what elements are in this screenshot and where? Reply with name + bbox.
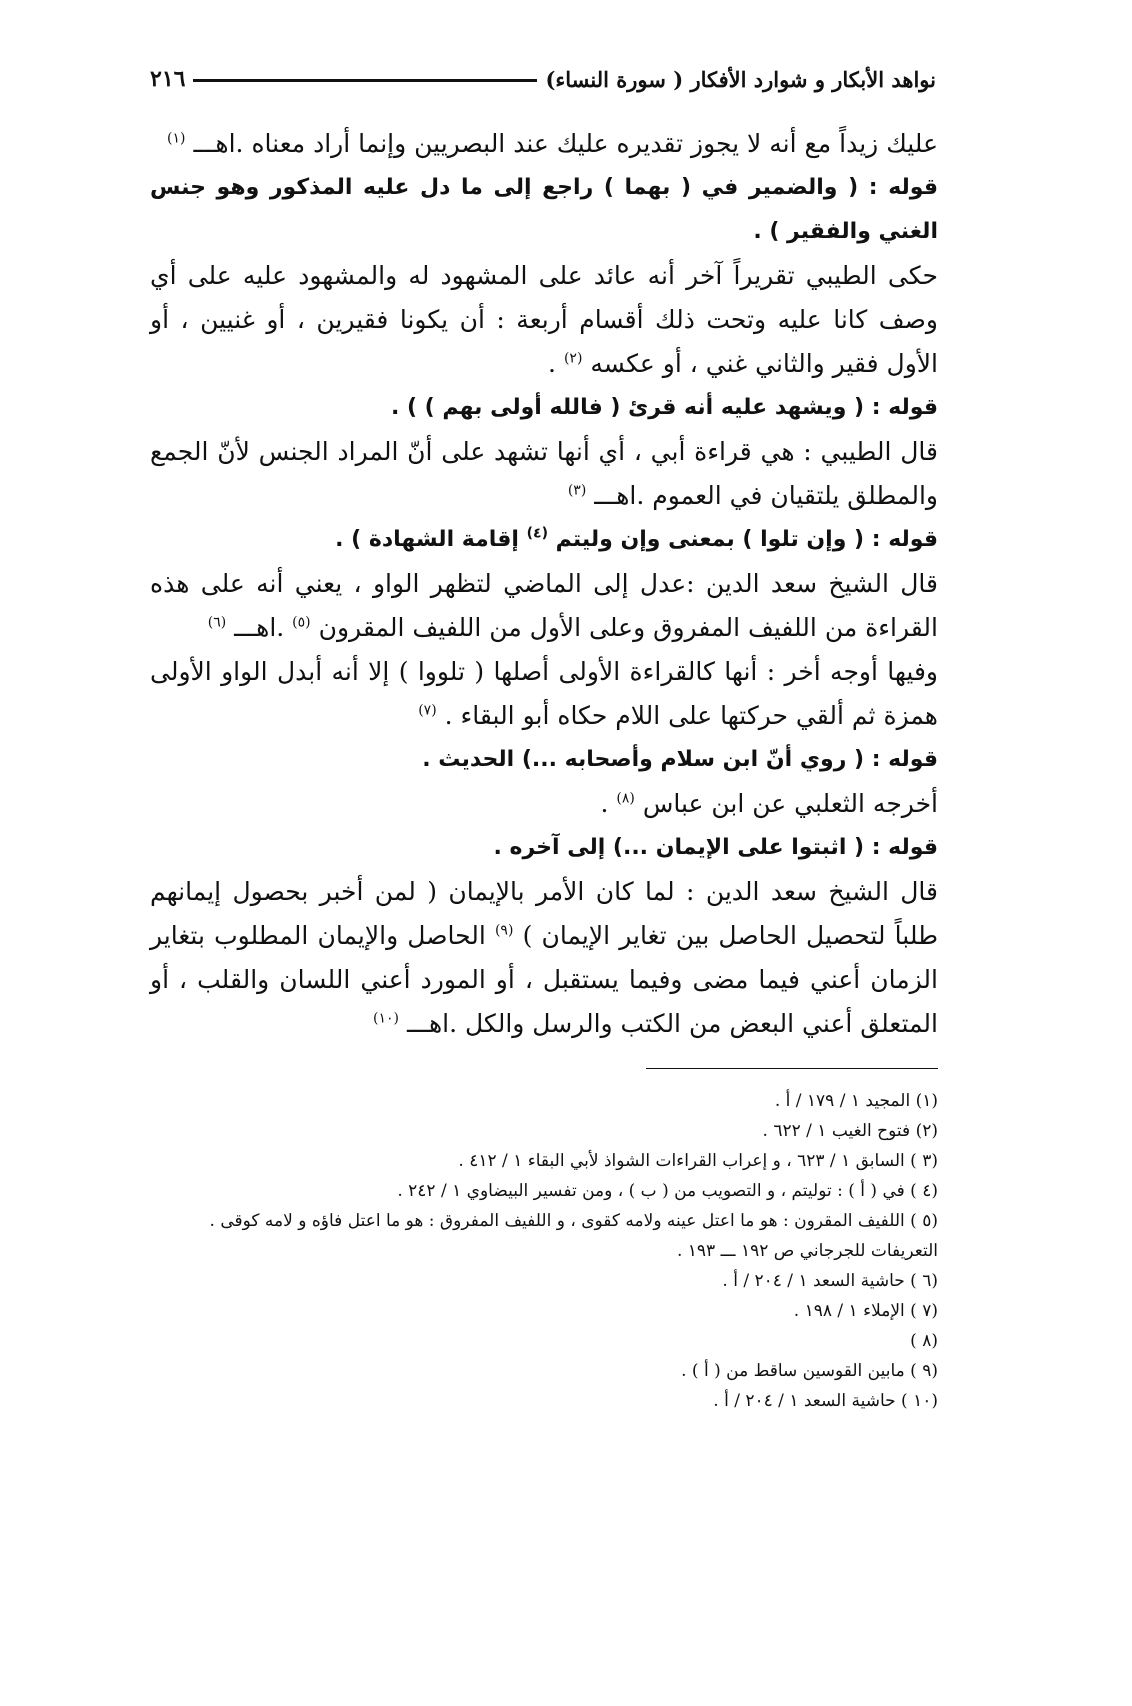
footnote-ref: (١)	[167, 130, 186, 147]
heading-qawluh: قوله : ( اثبتوا على الإيمان ...) إلى آخره .	[493, 835, 938, 860]
paragraph: أخرجه الثعلبي عن ابن عباس $^{(٨)}$ .	[600, 789, 938, 818]
footnote-ref: (٢)	[563, 350, 583, 367]
footnote: (٤ ) في ( أ ) : توليتم ، و التصويب من ( ب ) ، ومن تفسير البيضاوي ١ / ٢٤٢ .	[397, 1181, 938, 1201]
footnote: (٦ ) حاشية السعد ١ / ٢٠٤ / أ .	[722, 1271, 938, 1291]
footnote: (١) المجيد ١ / ١٧٩ / أ .	[774, 1091, 938, 1111]
footnote-ref: (٦)	[207, 614, 227, 631]
footnote-ref: (٨)	[616, 790, 635, 807]
footnote: (٢) فتوح الغيب ١ / ٦٢٢ .	[762, 1121, 938, 1141]
footnote: (٩ ) مابين القوسين ساقط من ( أ ) .	[681, 1361, 938, 1381]
paragraph: قال الشيخ سعد الدين :عدل إلى الماضي لتظهر الواو ، يعني أنه على هذه القراءة من اللفيف المفروق وعلى الأول من اللفيف المقرون $^{(٥)}$ .اهـــ $^{(٦)}$	[150, 569, 938, 642]
footnote-separator	[646, 1068, 938, 1069]
heading-qawluh: قوله : ( روي أنّ ابن سلام وأصحابه ...) الحديث .	[422, 747, 938, 772]
running-header	[150, 62, 936, 96]
footnote: (٣ ) السابق ١ / ٦٢٣ ، و إعراب القراءات الشواذ لأبي البقاء ١ / ٤١٢ .	[458, 1151, 938, 1171]
main-text	[150, 122, 938, 1046]
paragraph: حكى الطيبي تقريراً آخر أنه عائد على المشهود له والمشهود عليه على أي وصف كانا عليه وتحت ذلك أقسام أربعة : أن يكونا فقيرين ، أو غنيين ، أو الأول فقير والثاني غني ، أو عكسه $^{(٢)}$ .	[150, 261, 938, 378]
heading-qawluh: قوله : ( ويشهد عليه أنه قرئ ( فالله أولى بهم ) ) .	[390, 395, 938, 420]
header-title: نواهد الأبكار و شوارد الأفكار ( سورة النساء)	[545, 66, 936, 92]
page-number: ٢١٦	[150, 66, 186, 92]
footnote: (٨ )	[910, 1331, 938, 1351]
footnotes	[150, 1086, 938, 1416]
footnote-ref: (٩)	[494, 922, 514, 939]
footnote: (١٠ ) حاشية السعد ١ / ٢٠٤ / أ .	[713, 1391, 938, 1411]
footnote-ref: (٥)	[292, 614, 311, 631]
heading-qawluh: قوله : ( وإن تلوا ) بمعنى وإن وليتم $^{(٤)}$ إقامة الشهادة ) .	[335, 525, 938, 552]
paragraph: وفيها أوجه أخر : أنها كالقراءة الأولى أصلها ( تلووا ) إلا أنه أبدل الواو الأولى همزة ثم ألقي حركتها على اللام حكاه أبو البقاء . $^{(٧)}$	[150, 657, 938, 730]
footnote-ref: (٧)	[418, 702, 437, 719]
footnote-ref: (٤)	[526, 525, 548, 542]
footnote-ref: (٣)	[567, 482, 587, 499]
paragraph: قال الطيبي : هي قراءة أبي ، أي أنها تشهد على أنّ المراد الجنس لأنّ الجمع والمطلق يلتقيان في العموم .اهـــ $^{(٣)}$	[150, 437, 938, 510]
footnote: (٧ ) الإملاء ١ / ١٩٨ .	[793, 1301, 938, 1321]
paragraph: عليك زيداً مع أنه لا يجوز تقديره عليك عند البصريين وإنما أراد معناه .اهـــ $^{(١)}$	[167, 129, 938, 158]
footnote-ref: (١٠)	[373, 1010, 400, 1027]
paragraph: قال الشيخ سعد الدين : لما كان الأمر بالإيمان ( لمن أخبر بحصول إيمانهم طلباً لتحصيل الحاصل بين تغاير الإيمان ) $^{(٩)}$ الحاصل والإيمان المطلوب بتغاير الزمان أعني فيما مضى وفيما يستقبل ، أو المورد أعني اللسان والقلب ، أو المتعلق أعني البعض من الكتب والرسل والكل .اهـــ $^{(١٠)}$	[150, 877, 938, 1038]
heading-qawluh: قوله : ( والضمير في ( بهما ) راجع إلى ما دل عليه المذكور وهو جنس الغني والفقير ) .	[150, 175, 938, 244]
header-rule	[193, 79, 537, 82]
footnote: (٥ ) اللفيف المقرون : هو ما اعتل عينه ولامه كقوى ، و اللفيف المفروق : هو ما اعتل فاؤه و لامه كوقى . التعريفات للجرجاني ص ١٩٢ ـــ ١٩٣ .	[209, 1211, 938, 1261]
